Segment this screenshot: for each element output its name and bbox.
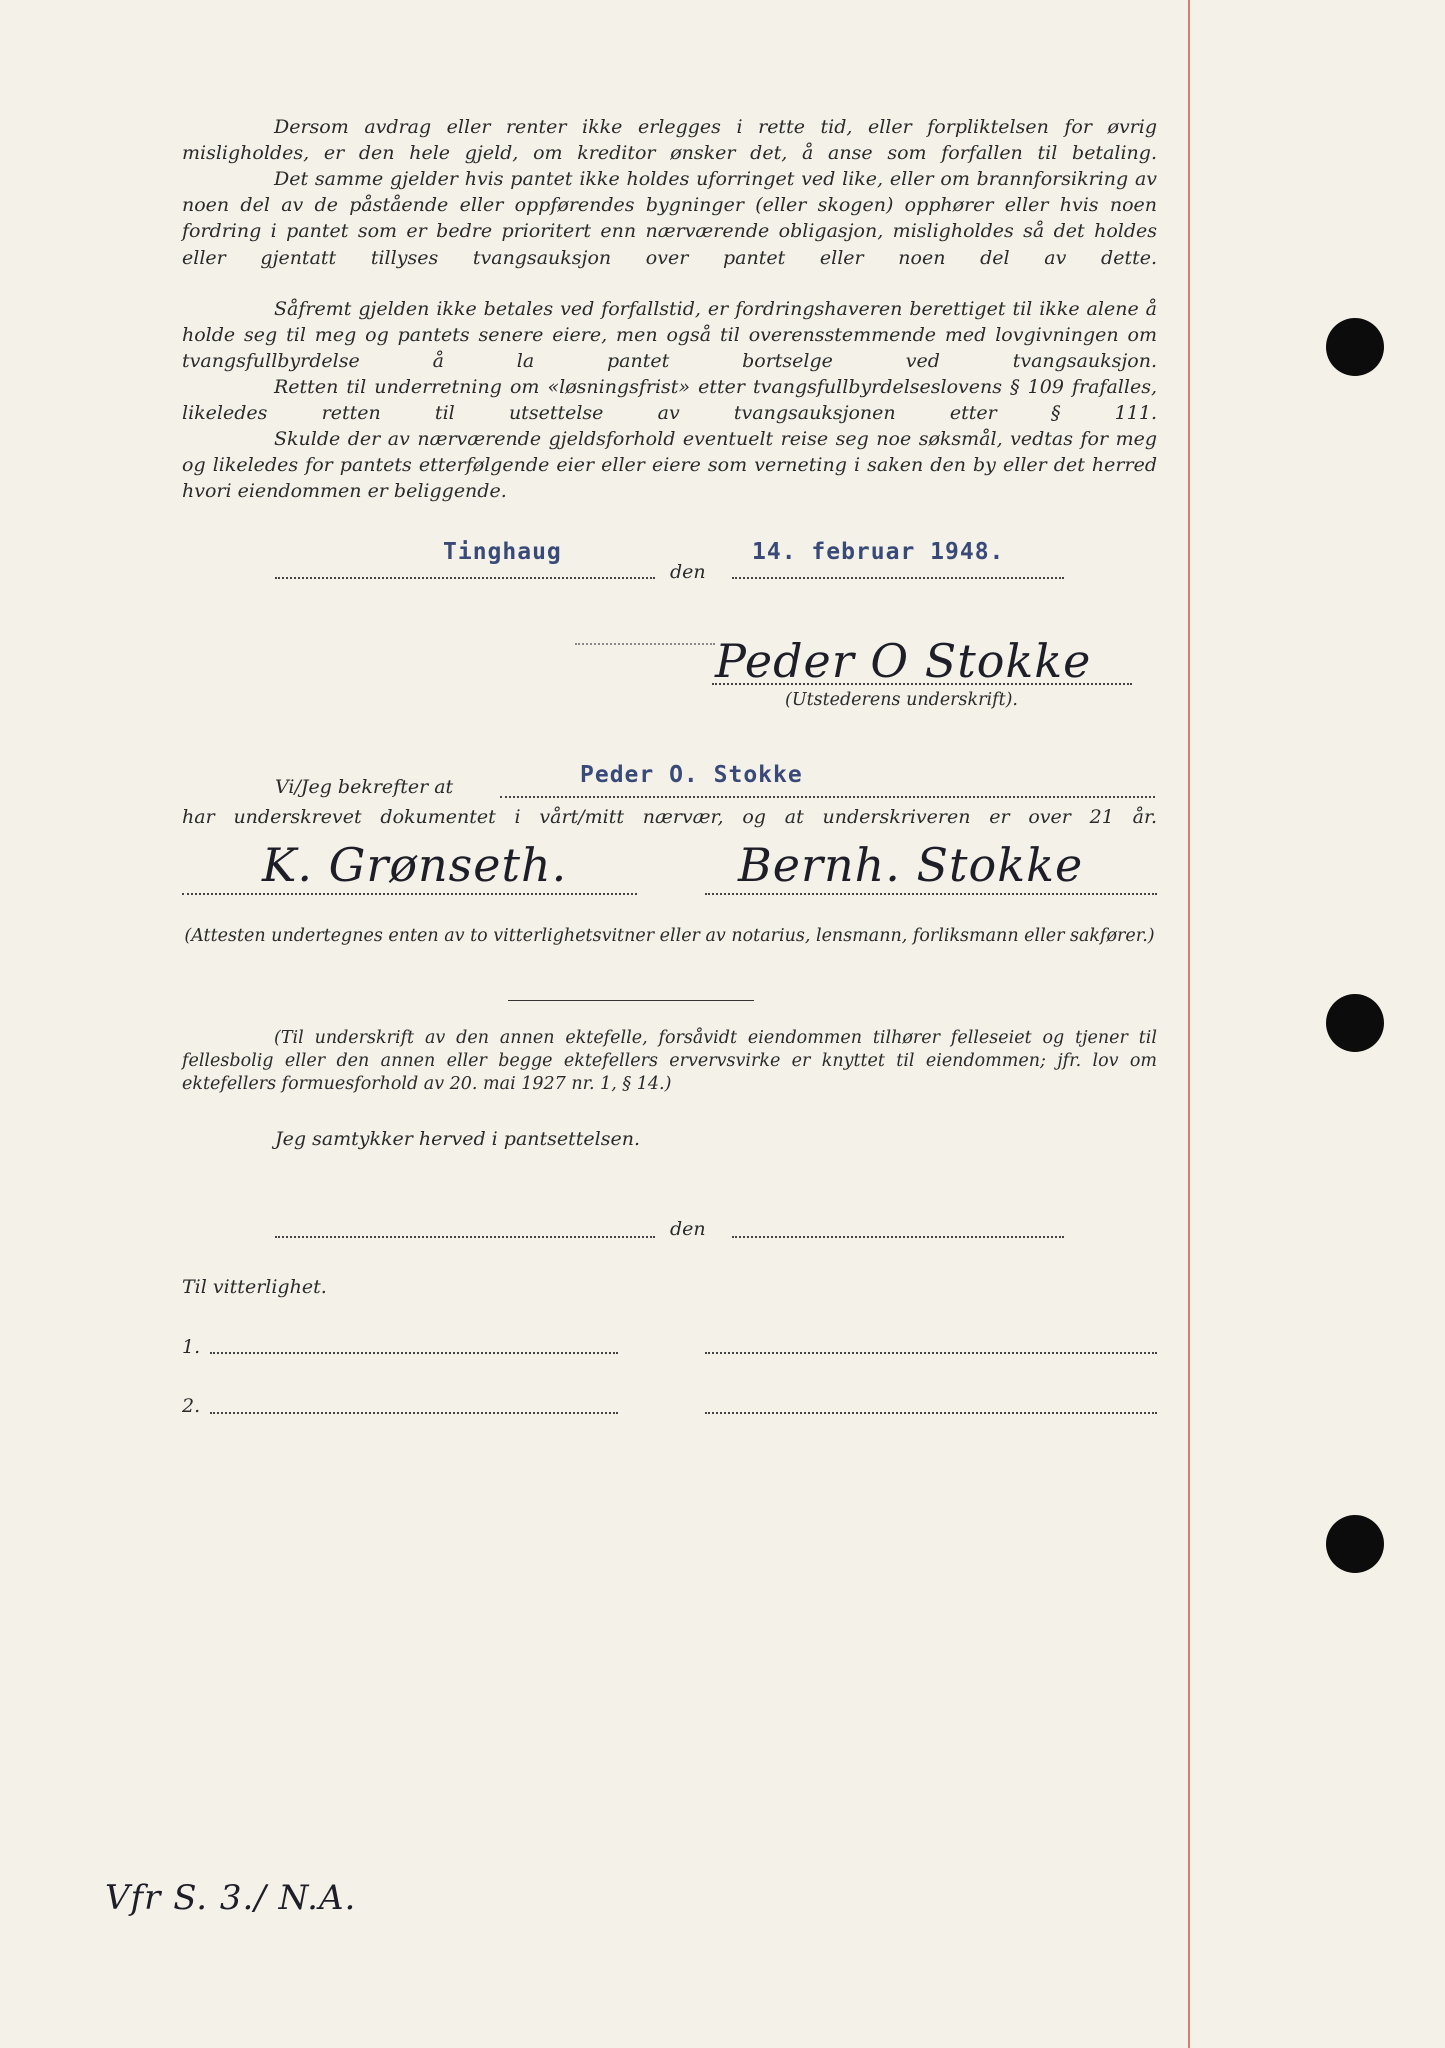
place-field: Tinghaug [443,539,562,565]
clause-notice: Retten til underretning om «løsningsfrist» etter tvangsfullbyrdelseslovens § 109 frafalles, likeledes retten til utsettelse av tvangsauksjonen etter § 111. [182,376,1157,425]
witness-blank-line-1b [705,1352,1157,1354]
attest-name-line [500,796,1155,798]
witness-blank-line-2a [210,1412,618,1414]
attest-prefix: Vi/Jeg bekrefter at [275,776,454,798]
attest-name-field: Peder O. Stokke [580,762,803,788]
spouse-consent: Jeg samtykker herved i pantsettelsen. [275,1128,640,1150]
clause-maintenance: Det samme gjelder hvis pantet ikke holdes uforringet ved like, eller om brannforsikring av noen del av de påstående eller oppførendes bygninger (eller skogen) opphører eller hvis noen fordring i pantet som er bedre prioritert enn nærværende obligasjon, misligholdes så det holdes eller gjentatt tillyses tvangsauksjon over pantet eller noen del av dette. [182,168,1157,269]
spouse-note: (Til underskrift av den annen ektefelle, forsåvidt eiendommen tilhører felleseiet og tjener til fellesbolig eller den annen eller begge ektefellers ervervsvirke er knyttet til eiendommen; jfr. lov om ektefellers formuesforhold av 20. mai 1927 nr. 1, § 14.) [182,1028,1157,1094]
den-label: den [670,561,706,583]
date-field: 14. februar 1948. [752,539,1005,565]
punch-hole [1326,1515,1384,1573]
witness-number-1: 1. [182,1336,201,1358]
witness-blank-line-1a [210,1352,618,1354]
signature-line-left [575,643,715,645]
witness-number-2: 2. [182,1395,201,1417]
place-line [275,577,655,579]
punch-hole [1326,994,1384,1052]
attest-statement: har underskrevet dokumentet i vårt/mitt nærvær, og at underskriveren er over 21 år. [182,806,1157,828]
issuer-signature: Peder O Stokke [715,634,1092,688]
punch-hole [1326,318,1384,376]
margin-annotation: Vfr S. 3./ N.A. [105,1878,357,1918]
issuer-caption: (Utstederens underskrift). [785,690,1018,710]
clause-enforcement: Såfremt gjelden ikke betales ved forfallstid, er fordringshaveren berettiget til ikke alene å holde seg til meg og pantets senere eiere, men også til overensstemmende med lovgivningen om tvangsfullbyrdelse å la pantet bortselge ved tvangsauksjon. [182,298,1157,373]
spouse-place-line [275,1236,655,1238]
margin-rule [1188,0,1190,2048]
spouse-den-label: den [670,1218,706,1240]
date-line [732,577,1064,579]
section-divider [508,1000,754,1001]
witness-line-2 [705,893,1157,895]
witness-signature-2: Bernh. Stokke [738,838,1084,892]
witness-heading: Til vitterlighet. [182,1276,327,1298]
attest-note: (Attesten undertegnes enten av to vitterlighetsvitner eller av notarius, lensmann, forliksmann eller sakfører.) [184,926,1155,946]
witness-signature-1: K. Grønseth. [262,838,568,892]
clause-default: Dersom avdrag eller renter ikke erlegges i rette tid, eller forpliktelsen for øvrig misligholdes, er den hele gjeld, om kreditor ønsker det, å anse som forfallen til betaling. [182,116,1157,165]
issuer-signature-line [712,683,1132,685]
clause-venue: Skulde der av nærværende gjeldsforhold eventuelt reise seg noe søksmål, vedtas for meg og likeledes for pantets etterfølgende eier eller eiere som verneting i saken den by eller det herred hvori eiendommen er beliggende. [182,428,1157,503]
witness-line-1 [182,893,637,895]
spouse-date-line [732,1236,1064,1238]
witness-blank-line-2b [705,1412,1157,1414]
